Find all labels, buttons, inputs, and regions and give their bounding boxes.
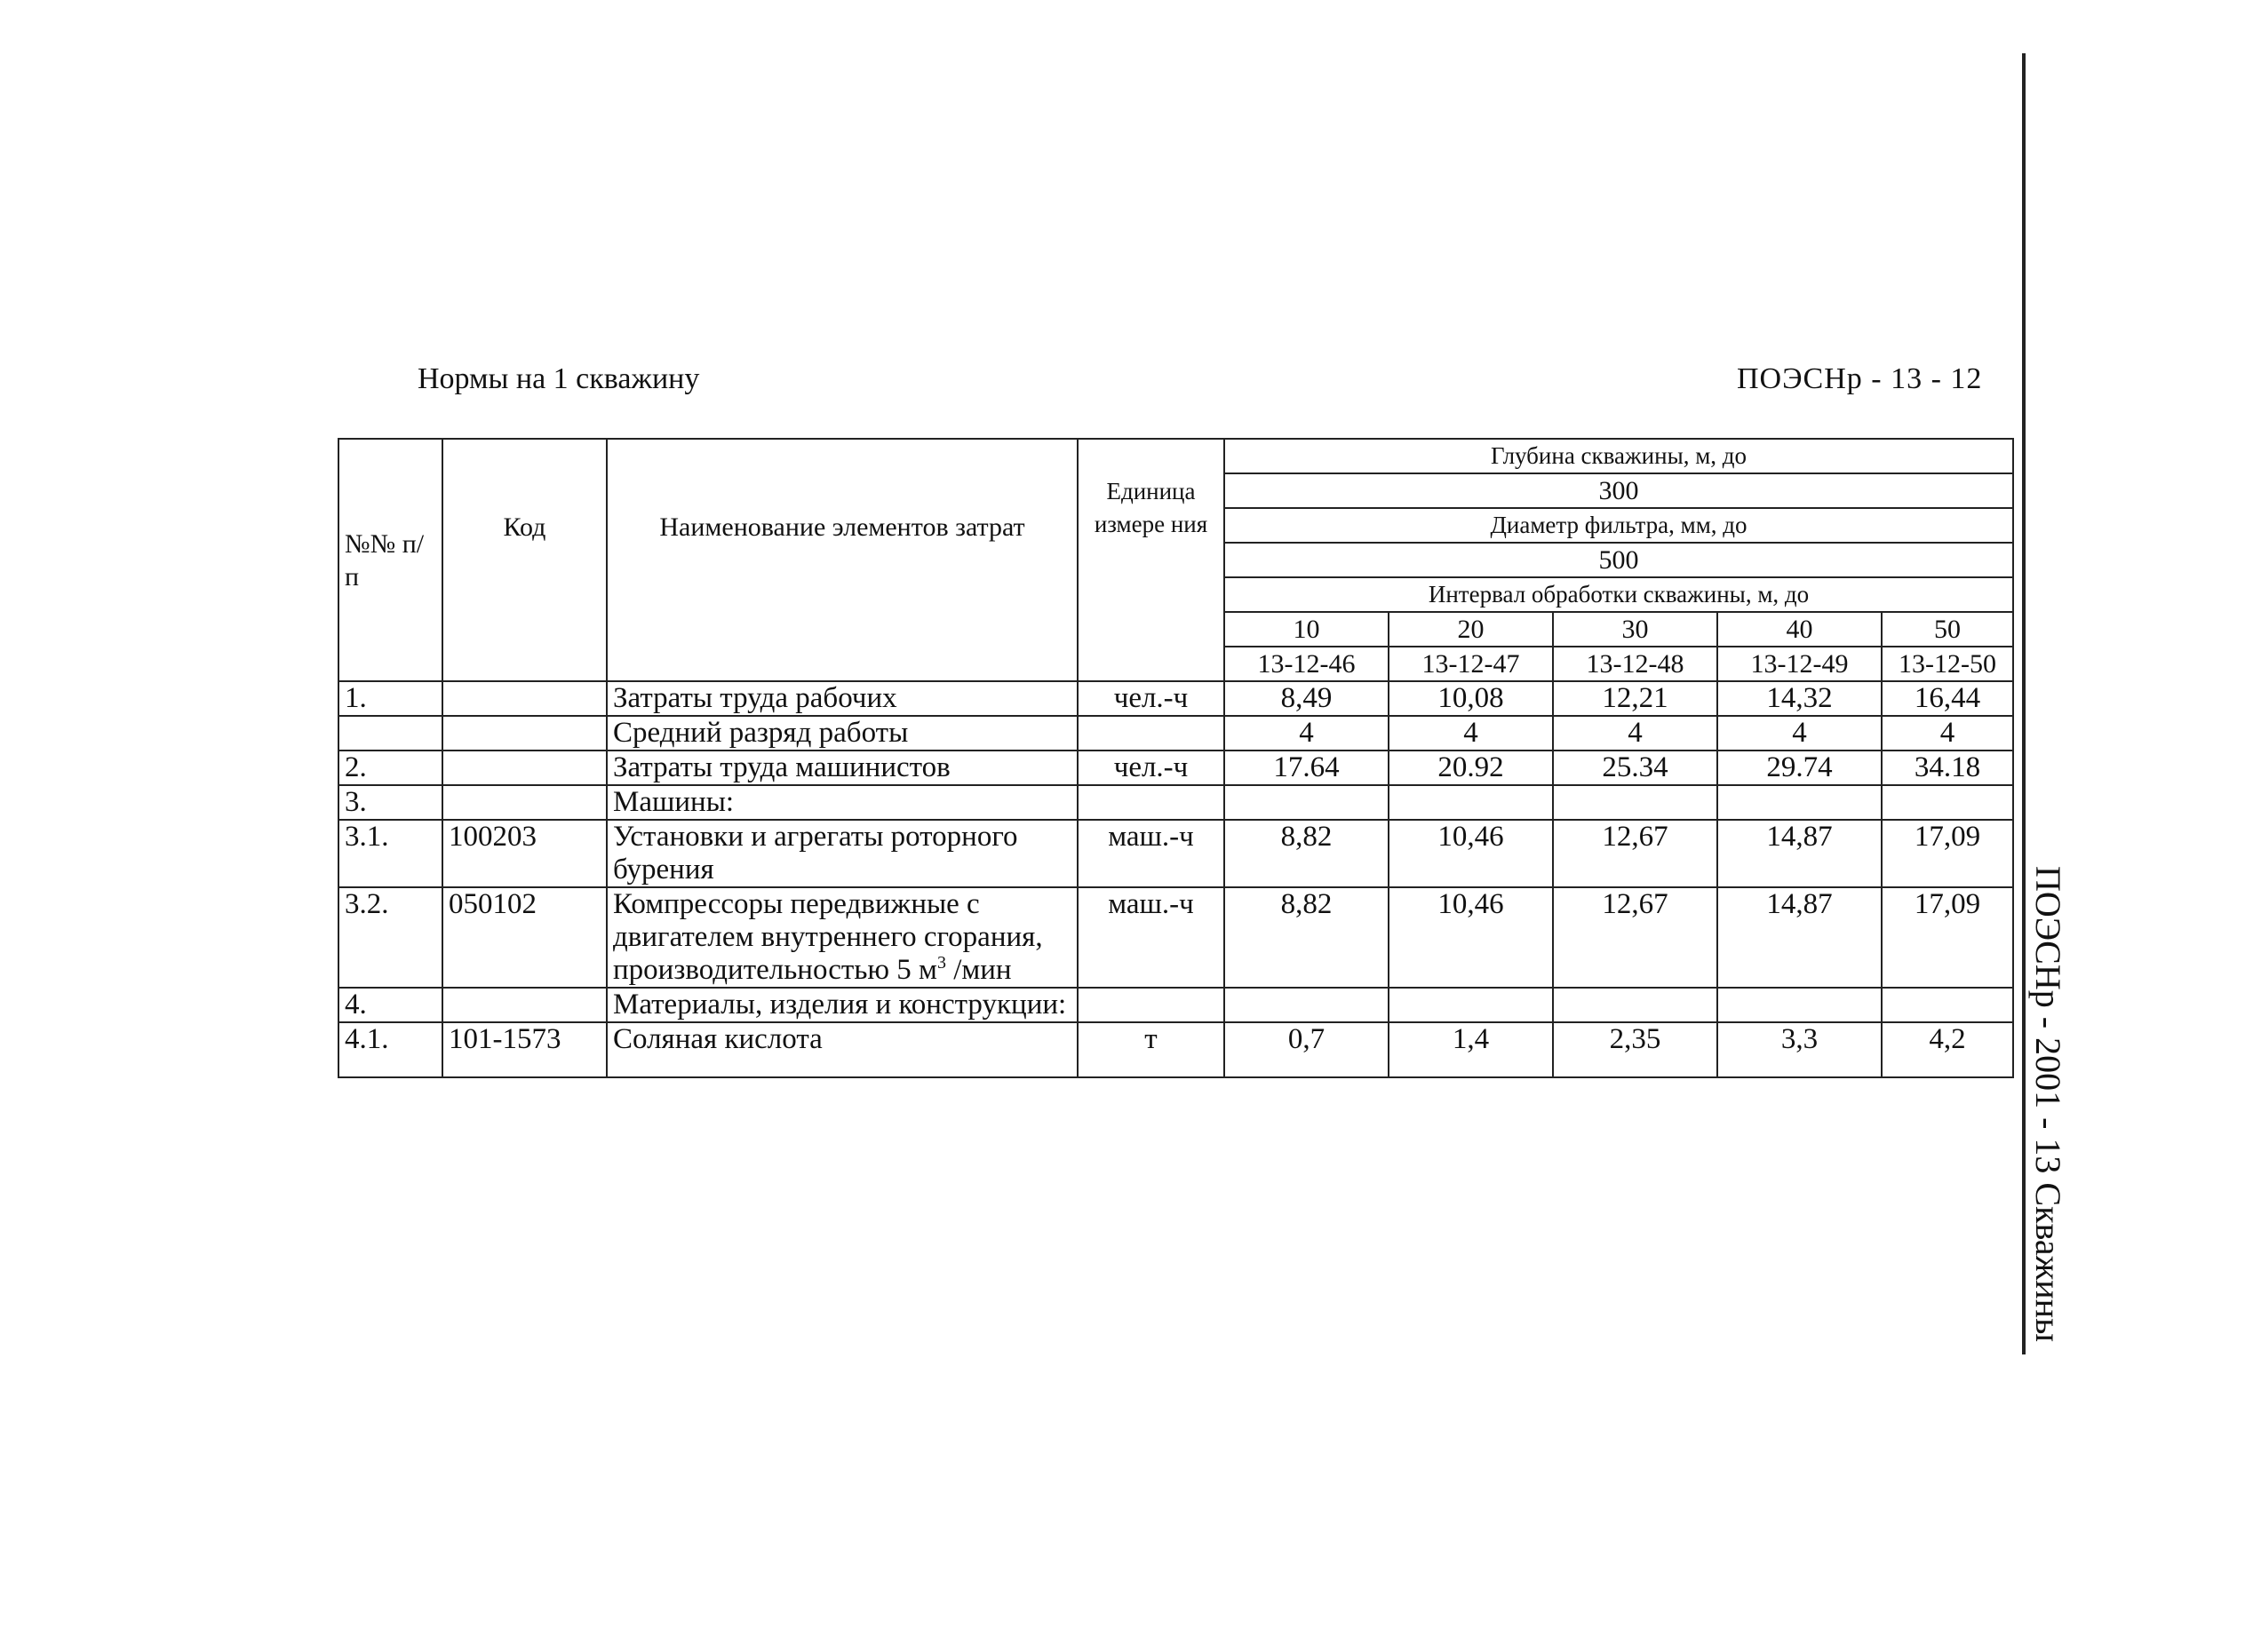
row-no bbox=[338, 716, 442, 751]
row-code bbox=[442, 785, 607, 820]
row-unit: чел.-ч bbox=[1078, 751, 1224, 785]
row-no: 1. bbox=[338, 681, 442, 716]
header-no: №№ п/п bbox=[338, 439, 442, 681]
row-value bbox=[1224, 988, 1389, 1022]
row-name: Машины: bbox=[607, 785, 1078, 820]
row-unit bbox=[1078, 785, 1224, 820]
header-interval-label: Интервал обработки скважины, м, до bbox=[1224, 577, 2013, 612]
row-unit bbox=[1078, 716, 1224, 751]
row-value: 10,46 bbox=[1389, 887, 1553, 988]
row-unit: маш.-ч bbox=[1078, 887, 1224, 988]
row-code bbox=[442, 988, 607, 1022]
row-name: Установки и агрегаты роторного бурения bbox=[607, 820, 1078, 887]
norm-code: 13-12-48 bbox=[1553, 647, 1717, 681]
row-no: 3.1. bbox=[338, 820, 442, 887]
row-code: 100203 bbox=[442, 820, 607, 887]
table-row bbox=[338, 785, 2013, 820]
row-value: 4 bbox=[1882, 716, 2013, 751]
row-no: 4.1. bbox=[338, 1022, 442, 1077]
table-row bbox=[338, 751, 2013, 785]
norm-code: 13-12-46 bbox=[1224, 647, 1389, 681]
row-name: Средний разряд работы bbox=[607, 716, 1078, 751]
row-unit: т bbox=[1078, 1022, 1224, 1077]
row-value: 14,32 bbox=[1717, 681, 1882, 716]
row-value: 10,46 bbox=[1389, 820, 1553, 887]
row-unit: чел.-ч bbox=[1078, 681, 1224, 716]
interval-value: 30 bbox=[1553, 612, 1717, 647]
row-no: 2. bbox=[338, 751, 442, 785]
row-value: 17,09 bbox=[1882, 887, 2013, 988]
row-value: 4,2 bbox=[1882, 1022, 2013, 1077]
row-value: 12,67 bbox=[1553, 887, 1717, 988]
row-value bbox=[1224, 785, 1389, 820]
row-value: 25.34 bbox=[1553, 751, 1717, 785]
interval-value: 40 bbox=[1717, 612, 1882, 647]
table-row bbox=[338, 1022, 2013, 1077]
row-unit: маш.-ч bbox=[1078, 820, 1224, 887]
table-row bbox=[338, 681, 2013, 716]
table-row bbox=[338, 820, 2013, 887]
row-no: 3. bbox=[338, 785, 442, 820]
row-value: 16,44 bbox=[1882, 681, 2013, 716]
interval-value: 10 bbox=[1224, 612, 1389, 647]
row-value: 12,21 bbox=[1553, 681, 1717, 716]
row-code bbox=[442, 681, 607, 716]
norms-per-well-caption: Нормы на 1 скважину bbox=[418, 362, 700, 395]
row-value bbox=[1882, 785, 2013, 820]
header-diameter-value: 500 bbox=[1224, 543, 2013, 577]
row-value: 1,4 bbox=[1389, 1022, 1553, 1077]
row-value: 17,09 bbox=[1882, 820, 2013, 887]
header-depth-value: 300 bbox=[1224, 473, 2013, 508]
row-name: Компрессоры передвижные с двигателем внутреннего сгорания, производительностью 5 $м^3$ /мин bbox=[607, 887, 1078, 988]
row-value: 20.92 bbox=[1389, 751, 1553, 785]
row-name: Материалы, изделия и конструкции: bbox=[607, 988, 1078, 1022]
row-name: Затраты труда машинистов bbox=[607, 751, 1078, 785]
row-value: 4 bbox=[1224, 716, 1389, 751]
document-code: ПОЭСНр - 13 - 12 bbox=[1737, 362, 1983, 395]
row-unit bbox=[1078, 988, 1224, 1022]
norm-code: 13-12-50 bbox=[1882, 647, 2013, 681]
norm-code: 13-12-49 bbox=[1717, 647, 1882, 681]
row-name: Затраты труда рабочих bbox=[607, 681, 1078, 716]
row-value: 4 bbox=[1553, 716, 1717, 751]
row-value bbox=[1553, 988, 1717, 1022]
header-name: Наименование элементов затрат bbox=[607, 439, 1078, 681]
table-row bbox=[338, 988, 2013, 1022]
row-value: 34.18 bbox=[1882, 751, 2013, 785]
row-value: 8,49 bbox=[1224, 681, 1389, 716]
row-value: 29.74 bbox=[1717, 751, 1882, 785]
header-code: Код bbox=[442, 439, 607, 681]
row-value: 10,08 bbox=[1389, 681, 1553, 716]
header-depth-label: Глубина скважины, м, до bbox=[1224, 439, 2013, 473]
row-value: 14,87 bbox=[1717, 887, 1882, 988]
table-row bbox=[338, 716, 2013, 751]
row-no: 4. bbox=[338, 988, 442, 1022]
row-code: 101-1573 bbox=[442, 1022, 607, 1077]
row-no: 3.2. bbox=[338, 887, 442, 988]
row-code bbox=[442, 716, 607, 751]
table-row bbox=[338, 887, 2013, 988]
header-diameter-label: Диаметр фильтра, мм, до bbox=[1224, 508, 2013, 543]
side-margin-label: ПОЭСНр - 2001 - 13 Скважины bbox=[2028, 866, 2068, 1342]
row-name: Соляная кислота bbox=[607, 1022, 1078, 1077]
header-unit: Единица измере ния bbox=[1078, 439, 1224, 681]
row-code: 050102 bbox=[442, 887, 607, 988]
row-value: 14,87 bbox=[1717, 820, 1882, 887]
row-value bbox=[1389, 988, 1553, 1022]
row-value: 8,82 bbox=[1224, 820, 1389, 887]
row-value: 4 bbox=[1389, 716, 1553, 751]
norm-code: 13-12-47 bbox=[1389, 647, 1553, 681]
row-value: 4 bbox=[1717, 716, 1882, 751]
row-value bbox=[1717, 785, 1882, 820]
interval-value: 20 bbox=[1389, 612, 1553, 647]
row-value: 8,82 bbox=[1224, 887, 1389, 988]
row-value: 3,3 bbox=[1717, 1022, 1882, 1077]
interval-value: 50 bbox=[1882, 612, 2013, 647]
row-value bbox=[1389, 785, 1553, 820]
row-value: 12,67 bbox=[1553, 820, 1717, 887]
norms-table bbox=[338, 438, 2014, 1078]
row-value bbox=[1717, 988, 1882, 1022]
row-value: 0,7 bbox=[1224, 1022, 1389, 1077]
row-value bbox=[1553, 785, 1717, 820]
row-code bbox=[442, 751, 607, 785]
row-value: 17.64 bbox=[1224, 751, 1389, 785]
row-value bbox=[1882, 988, 2013, 1022]
row-value: 2,35 bbox=[1553, 1022, 1717, 1077]
